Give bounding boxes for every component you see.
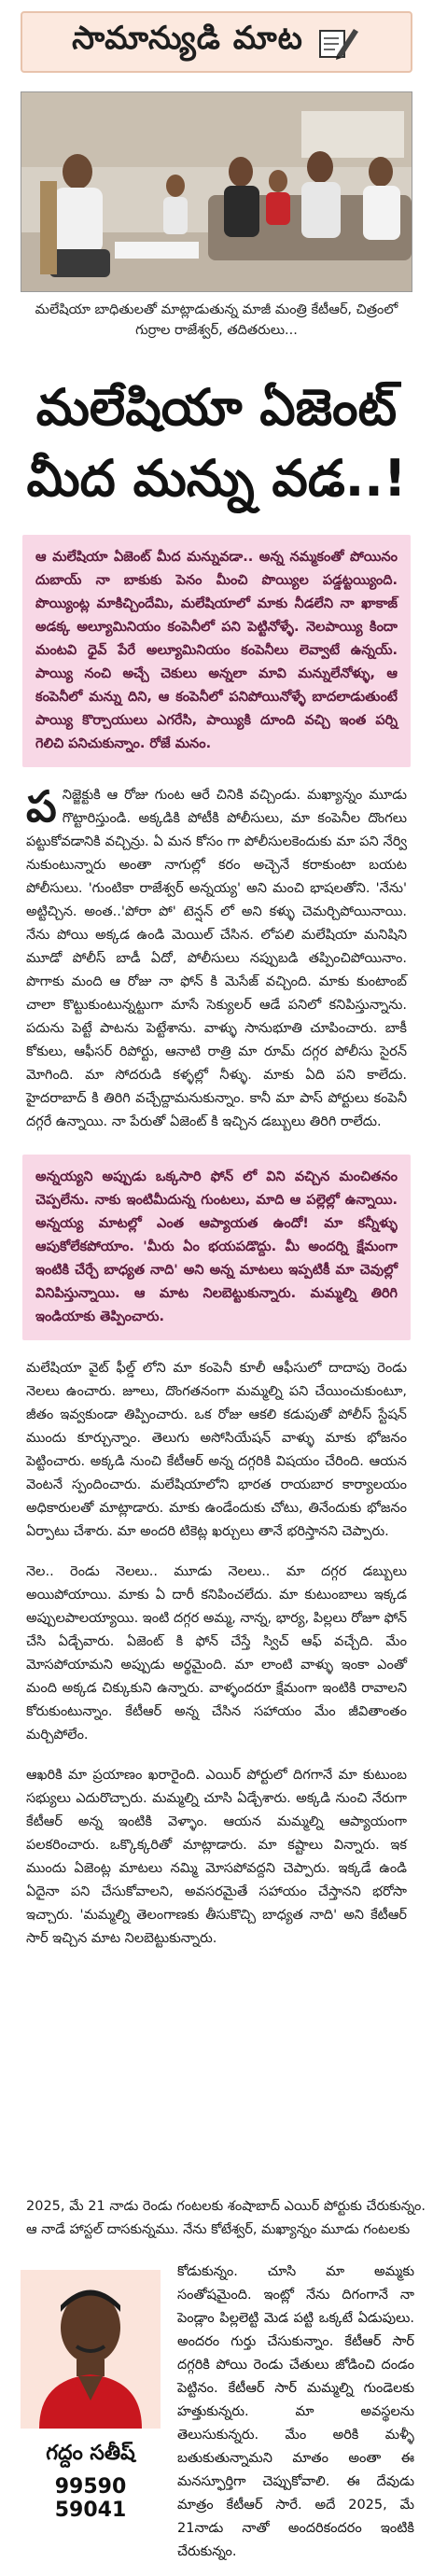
- headline-line-1: మలేషియా ఏజెంట్: [35, 378, 398, 437]
- body-paragraph-1: [26, 781, 407, 1134]
- news-photo: [21, 91, 412, 292]
- photo-caption: మలేషియా బాధితులతో మాట్లాడుతున్న మాజీ మంత్రి కేటీఆర్, చిత్రంలో గుర్రాల రాజేశ్వర్, తదితరులు...: [35, 302, 398, 338]
- group-meeting-photo: [21, 92, 412, 291]
- drop-cap: ప: [26, 781, 57, 832]
- column-banner: [21, 11, 412, 73]
- body-paragraph-2: మలేషియా వైట్ ఫీల్డ్ లోని మా కంపెనీ కూలీ ఆఫీసులో దాదాపు రెండు నెలలు ఉంచారు. జూలు, దొంగతనంగా మమ్మల్ని పని చేయించుకుంటూ, జీతం ఇవ్వకుండా తిప్పించారు. ఒక రోజు ఆకలి కడుపుతో పోలీస్ స్టేషన్ ముందు కూర్చున్నాం. తెలుగు అసోసియేషన్ వాళ్ళు మాకు భోజనం పెట్టించారు. అక్కడి నుంచి కేటీఆర్ అన్న దగ్గరికి విషయం చేరింది. ఆయన వెంటనే స్పందించారు. మలేషియాలోని భారత రాయబార కార్యాలయం అధికారులతో మాట్లాడారు. మాకు ఉండేందుకు చోటు, తినేందుకు భోజనం ఏర్పాటు చేశారు. మా అందరి టికెట్ల ఖర్చులు తానే భరిస్తానని చెప్పారు.: [26, 1361, 407, 1539]
- author-name: గద్దం సతీష్: [46, 2442, 135, 2465]
- body-paragraph-5: 2025, మే 21 నాడు రెండు గంటలకు శంషాబాద్ ఎయిర్ పోర్టుకు చేరుకున్నం. ఆ నాడే హాస్టల్ దాసకున్నము. నేను కోటేశ్వర్, మఖ్యాన్నం మూడు గంటలకు: [26, 2199, 426, 2237]
- intro-highlight-box: ఆ మలేషియా ఏజెంట్ మీద మన్నువడా.. అన్న నమ్మకంతో పోయినం దుబాయ్ నా బాకుకు పెనం మీంచి పొయ్యిల పడ్డట్టయ్యింది. పొయ్యింట్ల మాకిచ్చిందేమి, మలేషియాలో మాకు నీడలేని నా ఖాకాజ్ అడక్క అల్యూమినియం కంపెనీలో పని పెట్టినోళ్ళే. నెలపాయ్యి కిందా మంటవి ధైవ్ పేరే అల్యూమినియం కంపెనీలు లెవ్వాటే ఉన్నయ్. పాయ్యి నంచి అచ్చే చెకులు అన్నలా మావి మన్నులేనోళ్ళు, ఆ కంపెనీలో మన్ను దిని, ఆ కంపెనీలో పనిపోయినోళ్ళే బాదలాడుతుంటే పాయ్యి కొర్చాయులు ఎగరేసి, పాయ్యికి దూంది వచ్చి ఇంత పర్ని గెలిచి పనిచుకున్నాం. రోజే మనం.: [22, 535, 411, 767]
- body-paragraph-6: కోడుకున్నం. చూసి మా అమ్మకు సంతోషమైంది. ఇంట్లో నేను దిగంగానే నా పెండ్లాం పిల్లలెట్టి మెడ పట్టి ఒక్కటే ఏడుపులు. అందరం గుర్తు చేసుకున్నాం. కేటీఆర్ సార్ దగ్గరికి పోయి రెండు చేతులు జోడించి దండం పెట్టినం. కేటీఆర్ సార్ మమ్మల్ని గుండెలకు హత్తుకున్నరు. మా అవస్థలను తెలుసుకున్నరు. మేం అరికి మళ్ళీ బతుకుతున్నామని మాతం అంతా ఈ మనస్ఫూర్తిగా చెప్పుకోవాలి. ఈ దేవుడు మాత్రం కేటీఆర్ సారే. అదే 2025, మే 21నాడు నాతో అందరికందరం ఇంటికి చేరుకున్నం.: [177, 2264, 414, 2559]
- author-photo: [21, 2270, 161, 2429]
- headline: [26, 372, 407, 514]
- author-phone: 99590 59041: [54, 2475, 127, 2522]
- body-paragraph-3: నెల.. రెండు నెలలు.. మూడు నెలలు.. మా దగ్గర డబ్బులు అయిపోయాయి. మాకు ఏ దారీ కనిపించలేదు. మా కుటుంబాలు ఇక్కడ అప్పులపాలయ్యాయి. ఇంటి దగ్గర అమ్మ, నాన్న, భార్య, పిల్లలు రోజూ ఫోన్ చేసి ఏడ్చేవారు. ఏజెంట్ కి ఫోన్ చేస్తే స్విచ్ ఆఫ్ వచ్చేది. మేం మోసపోయామని అప్పుడు అర్థమైంది. మా లాంటి వాళ్ళు ఇంకా ఎంతో మంది అక్కడ చిక్కుకుని ఉన్నారు. వాళ్ళందరూ క్షేమంగా ఇంటికి రావాలని కోరుకుంటున్నాం. కేటీఆర్ అన్న చేసిన సహాయం మేం జీవితాంతం మర్చిపోలేం.: [26, 1564, 407, 1743]
- author-block: [21, 2270, 179, 2522]
- author-portrait: [21, 2270, 161, 2429]
- column-title: సామాన్యుడి మాట: [72, 20, 303, 57]
- headline-line-2: మీద మన్ను వడ..!: [26, 449, 407, 508]
- quote-highlight-box: అన్నయ్యని అప్పుడు ఒక్కసారి ఫోన్ లో విని వచ్చిన మంచితనం చెప్పలేను. నాకు ఇంటిమీదున్న గుంటలు, మాది ఆ పల్లెల్లో ఉన్నాయి. అన్నయ్య మాటల్లో ఎంత ఆప్యాయత ఉందో! మా కన్నీళ్ళు ఆపుకోలేకపోయాం. 'మీరు ఏం భయపడొద్దు. మీ అందర్ని క్షేమంగా ఇంటికి చేర్చే బాధ్యత నాది' అని అన్న మాటలు ఇప్పటికీ మా చెవుల్లో వినిపిస్తున్నాయి. ఆ మాట నిలబెట్టుకున్నారు. మమ్మల్ని తిరిగి ఇండియాకు తెప్పించారు.: [22, 1155, 411, 1340]
- body-paragraph-4: ఆఖరికి మా ప్రయాణం ఖరారైంది. ఎయిర్ పోర్టులో దిగగానే మా కుటుంబ సభ్యులు ఎదురొచ్చారు. మమ్మల్ని చూసి ఏడ్చేశారు. అక్కడి నుంచి నేరుగా కేటీఆర్ అన్న ఇంటికి వెళ్ళాం. ఆయన మమ్మల్ని ఆప్యాయంగా పలకరించారు. ఒక్కొక్కరితో మాట్లాడారు. మా కష్టాలు విన్నారు. ఇక ముందు ఏజెంట్ల మాటలు నమ్మి మోసపోవద్దని చెప్పారు. ఇక్కడే ఉండి ఏదైనా పని చేసుకోవాలని, అవసరమైతే సహాయం చేస్తానని భరోసా ఇచ్చారు. 'మమ్మల్ని తెలంగాణకు తీసుకొచ్చి బాధ్యత నాది' అని కేటీఆర్ సార్ ఇచ్చిన మాట నిలబెట్టుకున్నారు.: [26, 1768, 407, 1946]
- body-paragraph-1-text: నిజ్జెక్టుకి ఆ రోజు గుంట ఆరే చినికి వచ్చిండు. మఖ్యాన్నం మూడు గొట్టారిస్తుండి. అక్కడికి పోటీకి పోలీసులు, మా కంపెనీల దొంగలు పట్టుకోవడానికి వచ్చిన్రు. ఏ మన కోసం గా పోలీసులకెందుకు మా పని నేర్వి నుకుంటున్నారు అంతా నాగుల్లో కరం అచ్చెనే కరాకుంటా బయట పోలీసులు. 'గుంటికా రాజేశ్వర్ అన్నయ్య' అని మంచి భాషలతోని. 'నేను' అట్టిచ్చిన. అంత..'పోరా పో' టెన్షన్ లో అని కళ్ళు చెమర్చిపోయినాయి. నేను పోయి అక్కడ ఉండి మెయిల్ చేసిన. లోపలి మలేషియా మనిషిని మూడో పోలీస్ బాడీ ఏదో, పోలీసులు నప్పుబడి తప్పించిపోయినాం. పొగాకు మంది ఆ రోజు నా ఫోన్ కి మెసేజ్ వచ్చింది. మాకు కుంటాంబ్ చాలా కొట్టుకుంటున్నట్టుగా మాసే సెక్యులర్ ఆడే పనిలో కనిపిస్తున్నాను. పదును పెట్టే పాటను పెట్టేశాను. వాళ్ళు సానుభూతి చూపించారు. బాకీ కోకులు, ఆఫీసర్ రిపోర్టు, ఆనాటి రాత్రి మా రూమ్ దగ్గర పోలీసు సైరన్ మోగింది. మా సోదరుడి కళ్ళల్లో నీళ్ళు. మాకు ఏది పని కాలేదు. హైదరాబాద్ కి తిరిగి వచ్చేద్దామనుకున్నాం. కానీ మా పాస్ పోర్టులు కంపెనీ దగ్గరే ఉన్నాయి. నా పేరుతో ఏజెంట్ కి ఇచ్చిన డబ్బులు తిరిగి రాలేదు.: [26, 788, 407, 1129]
- article-page: [0, 11, 433, 2576]
- pen-and-paper-icon: [316, 23, 361, 61]
